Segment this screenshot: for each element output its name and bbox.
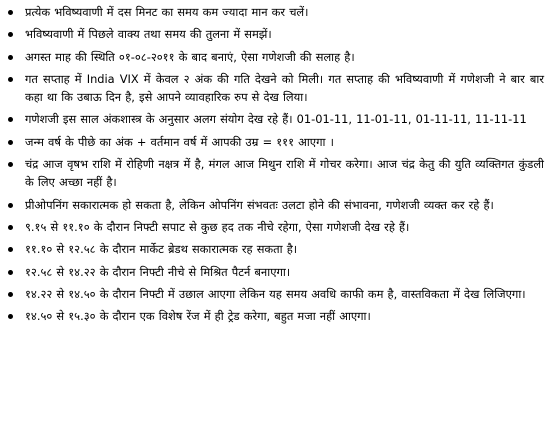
bullet-item [6,263,544,281]
bullet-text: १४.५० से १५.३० के दौरान एक विशेष रेंज में ही ट्रेड करेगा, बहुत मजा नहीं आएगा। [25,309,371,324]
bullet-text: प्रत्येक भविष्यवाणी में दस मिनट का समय कम ज्यादा मान कर चलें। [25,5,309,19]
bullet-item [6,240,544,258]
bullet-dot-icon [8,314,13,319]
bullet-text: ११.१० से १२.५८ के दौरान मार्केट ब्रेडथ सकारात्मक रह सकता है। [25,242,298,257]
bullet-item [6,133,544,151]
bullet-item [6,25,544,43]
bullet-dot-icon [8,32,13,37]
bullet-list [6,3,544,325]
bullet-dot-icon [8,162,13,167]
bullet-dot-icon [8,117,13,122]
bullet-item [6,110,544,128]
bullet-text: १२.५८ से १४.२२ के दौरान निफ्टी नीचे से मिश्रित पैटर्न बनाएगा। [25,264,291,279]
bullet-item [6,218,544,236]
bullet-item [6,48,544,66]
bullet-dot-icon [8,203,13,208]
bullet-text: भविष्यवाणी में पिछले वाक्य तथा समय की तुलना में समझें। [25,27,272,42]
bullet-text: प्रीओपनिंग सकारात्मक हो सकता है, लेकिन ओपनिंग संभवतः उलटा होने की संभावना, गणेशजी व्यक्त कर रहे हैं। [25,197,494,212]
bullet-dot-icon [8,55,13,60]
bullet-dot-icon [8,225,13,230]
bullet-text: १४.२२ से १४.५० के दौरान निफ्टी में उछाल आएगा लेकिन यह समय अवधि काफी कम है, वास्तविकता में देख लिजिएगा। [25,286,526,301]
bullet-text: अगस्त माह की स्थिति ०१-०८-२०११ के बाद बनाएं, ऐसा गणेशजी की सलाह है। [25,49,355,64]
bullet-item [6,196,544,214]
bullet-item [6,155,544,192]
bullet-text: गत सप्ताह में India VIX में केवल २ अंक की गति देखने को मिली। गत सप्ताह की भविष्यवाणी में गणेशजी ने बार बार कहा था कि उबाऊ दिन है, इसे आपने व्यावहारिक रुप से देख लिया। [25,71,544,105]
bullet-dot-icon [8,292,13,297]
bullet-dot-icon [8,10,13,15]
bullet-item [6,285,544,303]
bullet-text: जन्म वर्ष के पीछे का अंक + वर्तमान वर्ष में आपकी उम्र = १११ आएगा । [25,134,334,149]
bullet-dot-icon [8,140,13,145]
bullet-dot-icon [8,77,13,82]
bullet-text: ९.१५ से ११.१० के दौरान निफ्टी सपाट से कुछ हद तक नीचे रहेगा, ऐसा गणेशजी देख रहे हैं। [25,219,410,234]
bullet-item [6,70,544,107]
bullet-item [6,3,544,21]
bullet-dot-icon [8,270,13,275]
bullet-dot-icon [8,247,13,252]
bullet-text: गणेशजी इस साल अंकशास्त्र के अनुसार अलग संयोग देख रहे हैं। 01-01-11, 11-01-11, 01-11-11, 11-11-11 [25,112,527,127]
bullet-text: चंद्र आज वृषभ राशि में रोहिणी नक्षत्र में है, मंगल आज मिथुन राशि में गोचर करेगा। आज चंद्र केतु की युति व्यक्तिगत कुंडली के लिए अच्छा नहीं है। [25,157,544,190]
bullet-item [6,307,544,325]
